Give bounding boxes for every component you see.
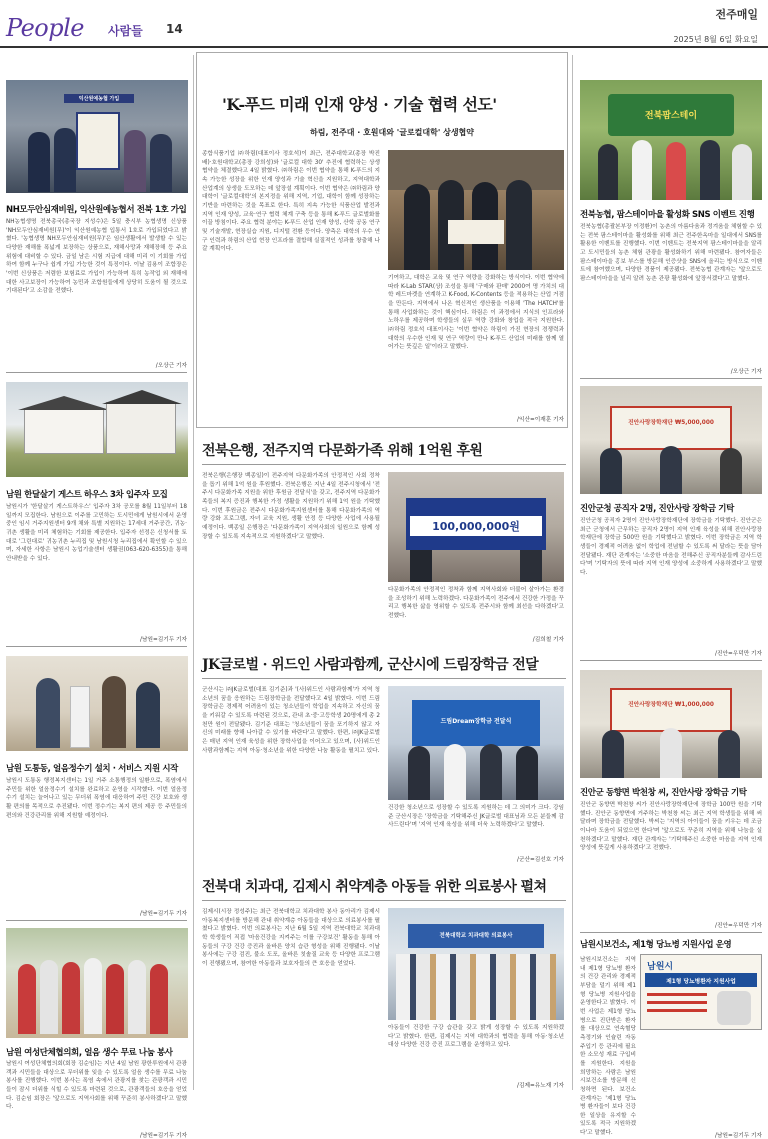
farmstay-photo [580, 80, 762, 200]
story-byline: /남원=김기두 기자 [715, 1133, 762, 1139]
story-text: 기여하고, 대학은 교육 및 연구 역량을 강화하는 방식이다. 이번 협약에 따라 K-Lab STAR(상) 조성을 통해 '구매와 판매' 2000여 명 가치의 대학 레드마켓을 연계하고 K-Food, K-Contents 등을 적용하는 산업 거점을 만든다. 지역에서 나온 혁신적인 생산품을 이용해 'The HATCH'를 통해 사업화하는 것이 핵심이다. 하림은 이 과정에서 지식의 인프라와 노하우를 제공하며 학생들의 실무 역량 강화와 창업을 적극 지원한다. ㈜하림 정호석 대표이사는 '이번 협약은 하림이 가진 현장의 경쟁력과 대학의 우수한 인재 및 연구 역량이 만나 K-푸드 산업의 미래를 함께 열어가는 뜻깊은 일'이라고 말했다. [388, 275, 564, 351]
story-text: 진안군 동향면 박천창 씨가 진안사랑장학재단에 장학금 100만 원을 기탁했다. 진안군 동향면에 거주하는 박천창 씨는 최근 지역 학생들을 위해 써 달라며 장학금을 전달했다. 박씨는 '지역의 아이들이 꿈을 키우는 데 조금이나마 도움이 되었으면 한다'며 '앞으로도 꾸준히 지역을 위해 나눔을 실천하겠다'고 말했다. 재단 관계자는 '기탁해주신 소중한 마음을 지역 인재 양성에 뜻깊게 사용하겠다'고 전했다. [580, 802, 762, 852]
poster-heading: 남원시 [647, 962, 674, 972]
story-text: 전북농협(총괄본부장 이정환)이 농촌의 아름다움과 정겨움을 체험할 수 있는 전북 팜스테이마을 활성화를 위해 최근 전주한옥마을 일대에서 SNS를 활용한 이벤트를 진행했다. 이번 이벤트는 전북지역 팜스테이마을을 알리고 도시민들의 농촌 체험 관광을 활성화하기 위해 마련됐다. 참여자들은 팜스테이마을 홍보 부스를 방문해 인증샷을 SNS에 올리는 방식으로 이벤트에 참여했으며, 다양한 경품이 제공됐다. 전북농협 관계자는 '앞으로도 팜스테이마을을 널리 알려 농촌 관광 활성화에 앞장서겠다'고 말했다. [580, 224, 762, 282]
story-headline: 전북농협, 팜스테이마을 활성화 SNS 이벤트 진행 [580, 210, 755, 220]
jk-body-right [388, 804, 564, 852]
story-text: 종합식품기업 ㈜하림(대표이사 정호석)이 최근, 전주대학교(총장 박진배)·호원대학교(총장 강희성)와 '글로컬 대학 30' 추진에 협력하는 상생협약을 체결했다고 4일 밝혔다. ㈜하림은 이번 협약을 통해 K-푸드의 지속 가능한 성장을 위한 인재 양성과 기술 혁신을 지원하고, 지역대학과 산업계의 상생을 도모하는 데 앞장설 계획이다. 이번 협약은 ㈜하림과 양 대학이 '글로컬대학'의 본지정을 위해 지역, 기업, 대학이 함께 성장하는 기반을 마련하는 것을 목표로 한다. 특히 지속 가능한 식품산업 발전과 지역 인재 양성, 교육·연구 협력 체계 구축 등을 통해 K-푸드 글로벌화를 이끌 방침이다. 주요 협력 분야는 K-푸드 산업 인재 양성, 산학 공동 연구 및 기술개발, 현장실습 지원, 디지털 전환 등이다. 양측은 대학의 우수 연구 인력과 하림의 산업 현장 인프라를 결합해 실질적인 성과를 창출해 나갈 계획이다. [202, 151, 380, 253]
dental-byline: /김제=유노재 기자 [517, 1083, 564, 1089]
event-banner-text: 전북대학교 치과대학 의료봉사 [439, 933, 513, 939]
bank-body-right [388, 586, 564, 632]
headline-rule [202, 464, 566, 465]
scholarship-photo-2 [580, 670, 762, 778]
story-body [6, 1060, 187, 1130]
certificate-panel [76, 112, 120, 170]
dental-headline: 전북대 치과대, 김제시 취약계층 아동들 위한 의료봉사 펼쳐 [202, 879, 547, 895]
story-headline: 남원 여성단체협의회, 얼음 생수 무료 나눔 봉사 [6, 1048, 173, 1058]
page-number: 14 [166, 22, 183, 36]
headline-rule [202, 678, 566, 679]
story-text: 남원시보건소는 지역 내 제1형 당뇨병 환자의 건강 관리와 경제적 부담을 덜기 위해 제1형 당뇨병 지원사업을 운영한다고 밝혔다. 이번 사업은 제1형 당뇨병으로 진단받은 환자를 대상으로 연속혈당측정기와 인슐린 자동주입기 등 관리에 필요한 소모성 재료 구입비를 지원한다. 지원을 희망하는 사람은 남원시보건소를 방문해 신청하면 된다. 보건소 관계자는 '제1형 당뇨병 환자들이 보다 건강한 일상을 유지할 수 있도록 적극 지원하겠다'고 말했다. [580, 957, 636, 1137]
bank-photo [388, 472, 564, 582]
story-headline: 남원 도통동, 얼음정수기 설치 · 서비스 지원 시작 [6, 764, 178, 774]
story-text: 진안군청 공직자 2명이 진안사랑장학재단에 장학금을 기탁했다. 진안군은 최근 군청에서 근무하는 공직자 2명이 지역 인재 육성을 위해 진안사랑장학재단에 장학금 500만 원을 기탁했다고 밝혔다. 이번 장학금은 지역 학생들이 경제적 어려움 없이 학업에 전념할 수 있도록 써 달라는 뜻을 담아 전달됐다. 재단 관계자는 '소중한 마음을 전해주신 공직자분들께 감사드린다'며 '기탁자의 뜻에 따라 지역 인재 양성에 소중하게 사용하겠다'고 말했다. [580, 518, 762, 576]
story-text: 아동들이 건강한 구강 습관을 갖고 밝게 성장할 수 있도록 지원하겠다'고 밝혔다. 한편, 김제시는 지역 대학과의 협력을 통해 아동·청소년 대상 다양한 건강 증진 프로그램을 운영하고 있다. [388, 1025, 564, 1049]
story-divider [580, 660, 762, 661]
newspaper-name: 전주매일 [715, 8, 758, 21]
story-text: 김제시(시장 정성주)는 최근 전북대학교 치과대학 봉사 동아리가 김제시아동복지센터를 방문해 관내 취약계층 아동들을 대상으로 의료봉사를 펼쳤다고 밝혔다. 이번 의료봉사는 지난 6월 5일 지역 전북대학교 치과대학 학생들이 직접 '마음건강을 지켜주는 이를 구강보건' 활동을 통해 아동들의 구강 건강 증진과 올바른 양치 습관 형성을 위해 진행됐다. 이날 봉사에는 구강 검진, 불소 도포, 올바른 칫솔질 교육 등 다양한 프로그램이 진행됐으며, 참여한 아동들과 보호자들의 큰 호응을 얻었다. [202, 909, 380, 967]
donation-amount: 100,000,000원 [410, 516, 542, 536]
guesthouse-photo [6, 382, 188, 477]
scholarship-board [610, 406, 732, 450]
story-text: NH농협생명 전북총국(총국장 지성수)은 5일 충시부 농협생명 신상품 'NH모두안심재비원(무)'이 익산원예농협 입통서 1호로 가입되었다고 밝혔다. '농협생명 NH모두안심재비원(무)'은 임산생활에서 발생할 수 있는 다양한 재해를 폭넓게 보장하는 상품으로, 재해사망과 재해장해 등 주요 위험에 대비할 수 있다. 금일 남은 시험 지급에 대해 미리 이 기회를 가입하여 함께 누구나 쉽게 가입 가능한 것이 특징이다. 이날 김용이 조합장은 '이번 신상품은 저렴한 보험료로 가입이 가능하며 특히 농작업 외 재해에 대한 사고보장이 가능하여 농민과 조합원들에게 상당히 도움이 될 것으로 기대된다'고 소감을 전했다. [6, 219, 187, 295]
bank-headline: 전북은행, 전주지역 다문화가족 위해 1억원 후원 [202, 443, 483, 459]
dental-body-left [202, 908, 380, 1084]
section-title: People [6, 14, 84, 42]
story-body [580, 223, 762, 365]
story-divider [6, 372, 187, 373]
story-headline: 진안군청 공직자 2명, 진안사랑 장학금 기탁 [580, 504, 734, 514]
ceremony-title: 드림Dream장학금 전달식 [440, 718, 512, 725]
jk-body-left [202, 686, 380, 862]
story-byline: /오상근 기자 [730, 369, 762, 375]
water-cooler [70, 686, 90, 748]
story-body [580, 517, 762, 645]
story-divider [580, 378, 762, 379]
bank-byline: /김희철 기자 [532, 637, 564, 643]
lead-body-right [388, 274, 564, 412]
jk-photo [388, 686, 564, 800]
poster-title: 제1형 당뇨병환자 지원사업 [666, 979, 736, 985]
scholarship-amount: 진안사랑장학재단 ₩1,000,000 [628, 702, 714, 708]
lead-body-left [202, 150, 380, 412]
dental-body-right [388, 1024, 564, 1078]
diabetes-poster [640, 954, 762, 1030]
column-divider [193, 55, 194, 1090]
right-column [576, 48, 766, 1139]
jk-byline: /군산=김선호 기자 [517, 857, 564, 863]
story-text: 남원시가 '한달살기 게스트하우스' 입주자 3차 공모를 8월 11일부터 18일까지 모집한다. 남원으로 이주를 고민하는 도시민에게 남원시에서 운영 중인 임시 거주지원센터 9개 채와 특별 지원하는 17세대 거주공간, 귀농·귀촌 생활을 미리 체험하는 기회를 제공한다. 입주자 선정은 신청서를 토대로 '그린대로' 귀농귀촌 누리집 및 남원시청 누리집에서 확인할 수 있으며, 자세한 사항은 남원시 농업기술센터 생활권(063-620-6355)을 통해 안내받을 수 있다. [6, 504, 187, 562]
photo-caption: 익산원예농협 가입 [64, 94, 134, 103]
story-byline: /진안=우덕만 기자 [715, 651, 762, 657]
scholarship-amount: 진안사랑장학재단 ₩5,000,000 [628, 420, 714, 426]
jk-headline: JK글로벌 · 위드인 사람과함께, 군산시에 드림장학금 전달 [202, 657, 539, 673]
lead-subheadline: 하림, 전주대 · 호원대와 '글로컬대학' 상생협약 [310, 128, 475, 137]
story-headline: 진안군 동향면 박천창 씨, 진안사랑 장학금 기탁 [580, 788, 747, 798]
story-headline: 남원 한달살기 게스트 하우스 3차 입주자 모집 [6, 490, 168, 500]
story-photo [6, 80, 188, 193]
column-divider [572, 55, 573, 1090]
lead-photo [388, 150, 564, 270]
story-body [6, 503, 187, 631]
lead-headline: 'K-푸드 미래 인재 양성 · 기술 협력 선도' [222, 95, 497, 114]
story-text: 남원시 여성단체협의회(회장 김순임)는 지난 4일 남원 광한루원에서 관광객과 시민들을 대상으로 무더위를 잊을 수 있도록 얼음 생수를 무료 나눔 봉사를 진행했다. 이번 봉사는 폭염 속에서 관광지를 찾는 관광객과 시민들이 잠시 더위를 식힐 수 있도록 마련된 것으로, 관광객들의 호응을 얻었다. 김순임 회장은 '앞으로도 지역사회를 위해 꾸준히 봉사하겠다'고 말했다. [6, 1061, 187, 1111]
scholarship-board [610, 688, 732, 732]
story-body [6, 218, 187, 360]
story-byline: /오상근 기자 [155, 363, 187, 369]
agreement-document [448, 220, 504, 244]
story-text: 남원시 도통동 행정복지센터는 1일 거주 소통행정의 일환으로, 폭염에서 주민들 위한 얼음정수기 설치를 완료하고 운영을 시작했다. 이번 얼음정수기 설치는 늘어나고 있는 무더위 폭염에 대응하여 주민 건강 보호와 생활 편의를 목적으로 추진됐다. 이번 정수기는 복지 편의 제공 등 주민들의 편의와 건강관리를 위해 지원할 예정이다. [6, 778, 187, 819]
left-column [0, 48, 190, 1139]
story-byline: /남원=김기두 기자 [140, 911, 187, 917]
story-byline: /남원=김기두 기자 [140, 1133, 187, 1139]
lead-byline: /익산=이재훈 기자 [517, 417, 564, 423]
story-divider [6, 920, 187, 921]
dental-photo [388, 908, 564, 1020]
story-body-narrow [580, 956, 636, 1137]
headline-rule [202, 900, 566, 901]
page-header [0, 0, 768, 50]
story-byline: /남원=김기두 기자 [140, 637, 187, 643]
scholarship-photo-1 [580, 386, 762, 494]
issue-date: 2025년 8월 6일 화요일 [673, 35, 758, 44]
story-body [580, 801, 762, 919]
bank-body-left [202, 472, 380, 640]
story-text: 군산시는 ㈜JK글로벌(대표 김기준)과 '(사)위드인 사람과함께'가 지역 청소년의 꿈을 응원하는 드림장학금을 전달했다고 4일 밝혔다. 이번 드림장학금은 경제적 어려움이 있는 청소년들이 학업을 지속하고 자신의 꿈을 키워갈 수 있도록 마련된 것으로, 관내 초·중·고등학생 20명에게 총 2천만 원이 전달됐다. 김기준 대표는 '청소년들이 꿈을 포기하지 않고 자신의 미래를 향해 나아갈 수 있기를 바란다'고 말했다. 한편, ㈜JK글로벌은 매년 지역 인재 육성을 위한 장학사업을 이어오고 있으며, (사)위드인 사람과함께는 지역 아동·청소년을 위한 다양한 나눔 활동을 펼치고 있다. [202, 687, 380, 754]
story-text: 다문화가족의 안정적인 정착과 함께 지역사회와 더불어 살아가는 환경을 조성하기 위해 노력하겠다. 다문화가족이 전주에서 건강한 가정을 꾸리고 행복한 삶을 영위할 수 있도록 전주시와 함께 최선을 다하겠다'고 전했다. [388, 587, 564, 619]
story-byline: /진안=우덕만 기자 [715, 923, 762, 929]
story-headline: NH모두안심재비원, 익산원예농협서 전북 1호 가입 [6, 205, 187, 215]
story-headline: 남원시보건소, 제1형 당뇨병 지원사업 운영 [580, 940, 732, 950]
event-booth-text: 전북팜스테이 [644, 111, 698, 121]
story-body [6, 777, 187, 905]
story-text: 건강한 청소년으로 성장할 수 있도록 지원하는 데 그 의미가 크다. 강임준 군산시장은 '장학금을 기탁해주신 JK글로벌 대표님과 모든 분들께 감사드린다'며 '지역 인재 육성을 위해 더욱 노력하겠다'고 말했다. [388, 805, 564, 829]
story-divider [580, 932, 762, 933]
watercooler-photo [6, 656, 188, 751]
section-title-korean: 사람들 [108, 24, 143, 38]
volunteer-photo [6, 928, 188, 1038]
story-divider [6, 646, 187, 647]
story-text: 전북은행(은행장 백종일)이 전주지역 다문화가족의 안정적인 사회 정착을 돕기 위해 1억 원을 후원했다. 전북은행은 지난 4일 전주시청에서 '전주시 다문화가족 지원을 위한 후원금 전달식'을 갖고, 전주지역 다문화가족들의 복지 증진과 행복한 가정 생활을 지원하기 위해 1억 원을 기탁했다. 이번 후원금은 전주시 다문화가족지원센터를 통해 다문화가족의 역량 강화 프로그램, 자녀 교육 지원, 생활 안정 등 다양한 사업에 사용될 예정이다. 백종일 은행장은 '다문화가족이 지역사회의 일원으로 함께 성장할 수 있도록 지속적으로 지원하겠다'고 말했다. [202, 473, 380, 540]
device-illustration [717, 991, 751, 1025]
